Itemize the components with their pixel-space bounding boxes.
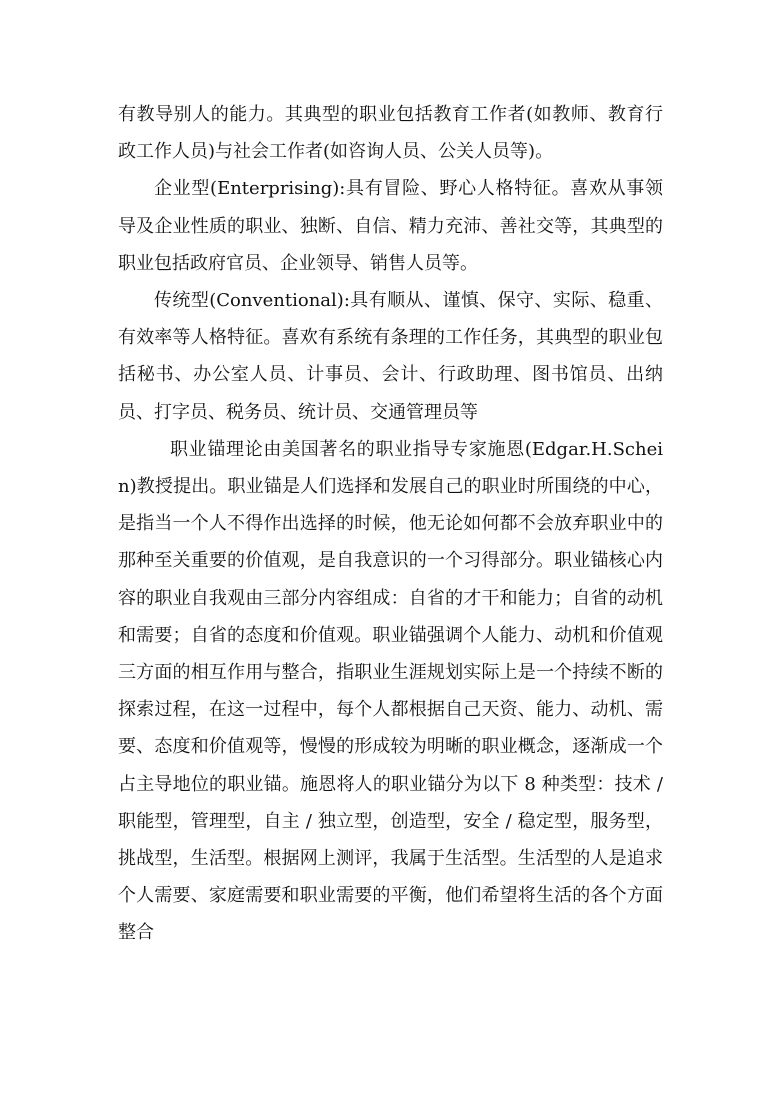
document-body <box>118 96 663 952</box>
paragraph-enterprising-type: 企业型(Enterprising):具有冒险、野心人格特征。喜欢从事领导及企业性质的职业、独断、自信、精力充沛、善社交等，其典型的职业包括政府官员、企业领导、销售人员等。 <box>118 178 663 274</box>
paragraph-career-anchor-theory: 职业锚理论由美国著名的职业指导专家施恩(Edgar.H.Schein)教授提出。职业锚是人们选择和发展自己的职业时所围绕的中心，是指当一个人不得作出选择的时候，他无论如何都不会放弃职业中的那种至关重要的价值观，是自我意识的一个习得部分。职业锚核心内容的职业自我观由三部分内容组成：自省的才干和能力；自省的动机和需要；自省的态度和价值观。职业锚强调个人能力、动机和价值观三方面的相互作用与整合，指职业生涯规划实际上是一个持续不断的探索过程，在这一过程中，每个人都根据自己天资、能力、动机、需要、态度和价值观等，慢慢的形成较为明晰的职业概念，逐渐成一个占主导地位的职业锚。施恩将人的职业锚分为以下 8 种类型：技术 / 职能型，管理型，自主 / 独立型，创造型，安全 / 稳定型，服务型，挑战型，生活型。根据网上测评，我属于生活型。生活型的人是追求个人需要、家庭需要和职业需要的平衡，他们希望将生活的各个方面整合 <box>118 438 663 944</box>
paragraph-teaching-continuation: 有教导别人的能力。其典型的职业包括教育工作者(如教师、教育行政工作人员)与社会工作者(如咨询人员、公关人员等)。 <box>118 104 663 163</box>
paragraph-conventional-type: 传统型(Conventional):具有顺从、谨慎、保守、实际、稳重、有效率等人格特征。喜欢有系统有条理的工作任务，其典型的职业包括秘书、办公室人员、计事员、会计、行政助理、图书馆员、出纳员、打字员、税务员、统计员、交通管理员等 <box>118 290 663 423</box>
